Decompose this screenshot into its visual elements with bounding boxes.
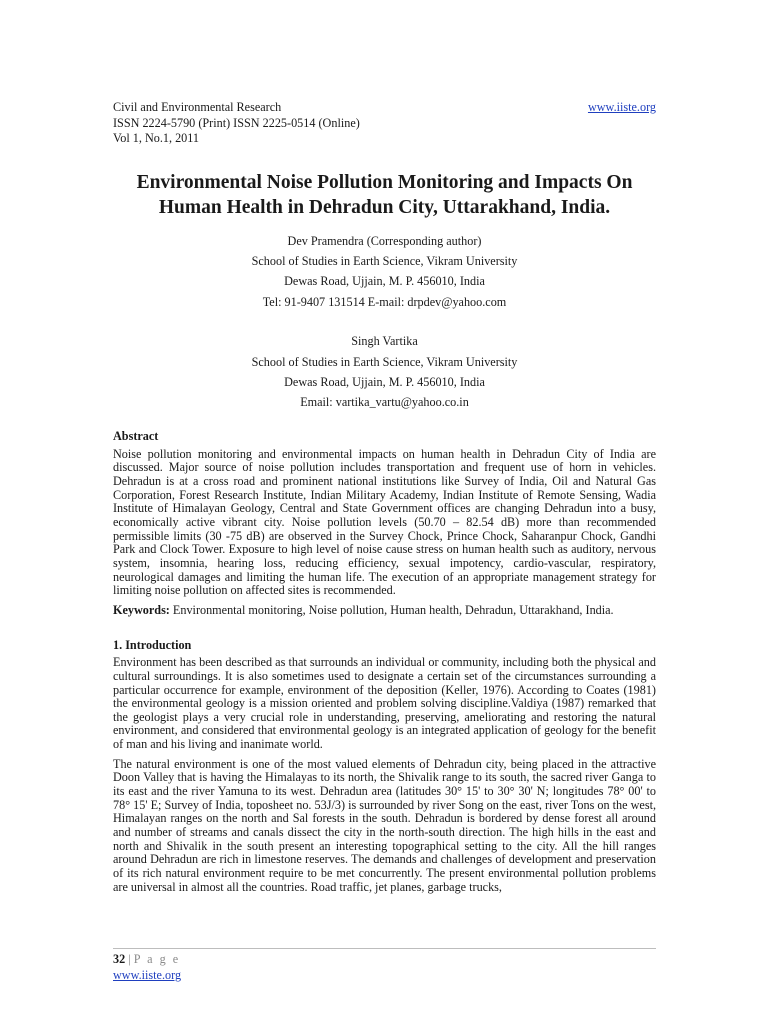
- author-spacer: [113, 312, 656, 332]
- paper-title: [113, 170, 656, 220]
- introduction-paragraph-2: The natural environment is one of the most valued elements of Dehradun city, being placed in the attractive Doon Valley that is having the Himalayas to its north, the Shivalik range to its south, the sacred river Ganga to its east and the river Yamuna to its west. Dehradun area (latitudes 30° 15' to 30° 30' N; longitudes 78° 00' to 78° 15' E; Survey of India, toposheet no. 53J/3) is surrounded by river Song on the east, river Tons on the west, Himalayan ranges on the north and Sal forests in the south. Dehradun is bordered by dense forest all around and number of streams and canals dissect the city in the north-south direction. The high hills in the east and north and Shivalik in the south present an interesting topographical setting to the city. All the hill ranges around Dehradun are rich in limestone reserves. The demands and challenges of development and preservation of its rich natural environment require to be met concurrently. The present environmental pollution problems are universal in almost all the countries. Road traffic, jet planes, garbage trucks,: [113, 756, 656, 894]
- keywords-label: Keywords:: [113, 602, 170, 617]
- title-line-1: Environmental Noise Pollution Monitoring and Impacts On: [136, 172, 633, 193]
- page-number: 32: [113, 952, 126, 966]
- introduction-heading: 1. Introduction: [113, 637, 192, 652]
- footer-site-link[interactable]: www.iiste.org: [113, 967, 182, 982]
- author-1-contact: Tel: 91-9407 131514 E-mail: drpdev@yahoo.com: [262, 294, 507, 309]
- author-1-address: Dewas Road, Ujjain, M. P. 456010, India: [284, 274, 485, 289]
- abstract-text: Noise pollution monitoring and environmental impacts on human health in Dehradun City of India are discussed. Major source of noise pollution includes transportation and frequent use of horn in vehicles. Dehradun is at a cross road and prominent national institutions like Survey of India, Oil and Natural Gas Corporation, Forest Research Institute, Indian Military Academy, Indian Institute of Remote Sensing, Wadia Institute of Himalayan Geology, Central and State Government offices are changing Dehradun into a busy, economically active vibrant city. Noise pollution levels (50.70 – 82.54 dB) more than recommended permissible limits (30 -75 dB) are observed in the Survey Chock, Prince Chock, Saharanpur Chock, Gandhi Park and Clock Tower. Exposure to high level of noise cause stress on human health such as auditory, nervous system, insomnia, hearing loss, reducing efficiency, sexual impotency, cardio-vascular, respiratory, neurological damages and limiting the human life. The execution of an appropriate management strategy for limiting noise pollution on affected sites is recommended.: [113, 446, 656, 598]
- author-2-contact: Email: vartika_vartu@yahoo.co.in: [300, 394, 469, 409]
- journal-issn: ISSN 2224-5790 (Print) ISSN 2225-0514 (Online): [113, 115, 360, 130]
- keywords-line: [113, 604, 656, 618]
- footer-separator: |: [128, 952, 131, 966]
- introduction-paragraph-1: Environment has been described as that surrounds an individual or community, including both the physical and cultural surroundings. It is also sometimes used to designate a certain set of the circumstances surrounding a particular occurrence for example, environment of the deposition (Keller, 1976). According to Coates (1981) the environmental geology is a mission oriented and problem solving discipline.Valdiya (1987) remarked that the geologist plays a very crucial role in understanding, preserving, ameliorating and restoring the natural environment, and considered that environmental geology is an integrated application of geology for the benefit of man and his living and inanimate world.: [113, 655, 656, 752]
- page-label: P a g e: [133, 952, 181, 966]
- author-1-name: Dev Pramendra (Corresponding author): [287, 234, 482, 248]
- journal-volume: Vol 1, No.1, 2011: [113, 131, 199, 145]
- page-footer: [113, 948, 656, 983]
- journal-name: Civil and Environmental Research: [113, 100, 282, 114]
- author-2-name: Singh Vartika: [351, 334, 418, 349]
- author-2-address: Dewas Road, Ujjain, M. P. 456010, India: [284, 374, 485, 389]
- author-block: [113, 231, 656, 412]
- paper-body: [113, 430, 656, 894]
- abstract-heading: Abstract: [113, 429, 159, 443]
- keywords-text: Environmental monitoring, Noise pollution, Human health, Dehradun, Uttarakhand, India.: [169, 602, 614, 617]
- journal-header: [113, 100, 656, 147]
- author-2-affiliation: School of Studies in Earth Science, Vikram University: [251, 354, 518, 369]
- title-line-2: Human Health in Dehradun City, Uttarakhand, India.: [158, 197, 611, 218]
- header-site-link[interactable]: www.iiste.org: [587, 100, 656, 114]
- author-1-affiliation: School of Studies in Earth Science, Vikram University: [251, 254, 518, 269]
